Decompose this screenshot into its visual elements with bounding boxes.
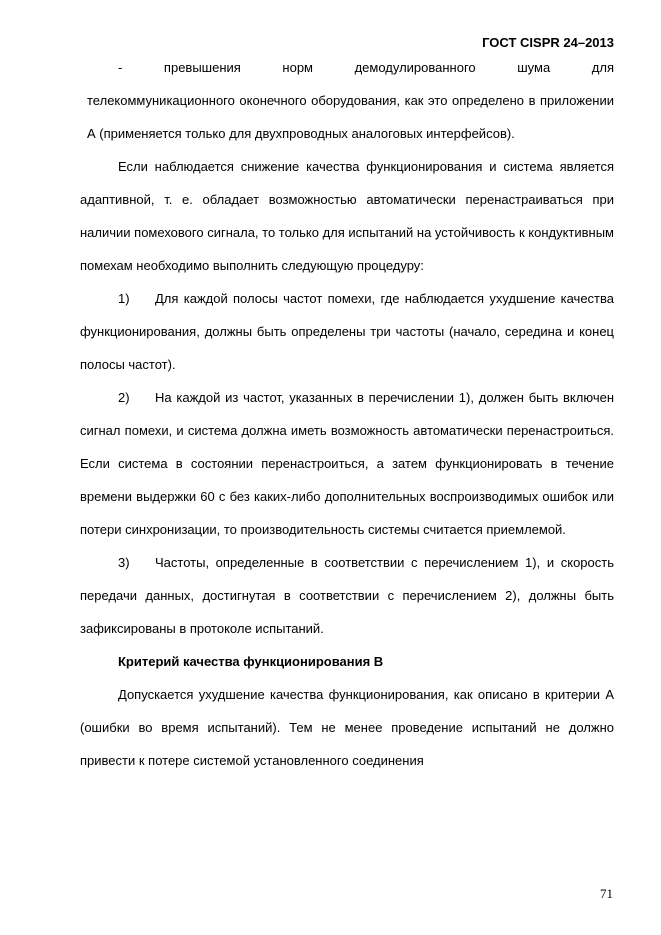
list-item-3 [80,546,614,645]
paragraph-adaptive-system: Если наблюдается снижение качества функционирования и система является адаптивной, т. е. обладает возможностью автоматически перенастраиваться при наличии помехового сигнала, то только для испытаний на устойчивость к кондуктивным помехам необходимо выполнить следующую процедуру: [80,159,614,273]
page-number: 71 [600,886,613,901]
list-item-3-text: Частоты, определенные в соответствии с перечислением 1), и скорость передачи данных, достигнутая в соответствии с перечислением 2), должны быть зафиксированы в протоколе испытаний. [80,555,614,636]
standard-header: ГОСТ CISPR 24–2013 [482,35,614,50]
list-item-2 [80,381,614,546]
list-item-1 [80,282,614,381]
dash-list-item [80,51,614,150]
dash-item-first-line: - превышения норм демодулированного шума для [118,60,614,75]
list-item-1-text: Для каждой полосы частот помехи, где наблюдается ухудшение качества функционирования, должны быть определены три частоты (начало, середина и конец полосы частот). [80,291,614,372]
list-item-2-number: 2) [118,390,130,405]
page-content [80,51,614,777]
list-item-1-number: 1) [118,291,130,306]
list-item-3-number: 3) [118,555,130,570]
list-item-2-text: На каждой из частот, указанных в перечислении 1), должен быть включен сигнал помехи, и система должна иметь возможность автоматически перенастроиться. Если система в состоянии перенастроиться, а затем функционировать в течение времени выдержки 60 с без каких-либо дополнительных воспроизводимых ошибок или потери синхронизации, то производительность системы считается приемлемой. [80,390,614,537]
dash-item-continuation: телекоммуникационного оконечного оборудования, как это определено в приложении А (применяется только для двухпроводных аналоговых интерфейсов). [87,93,614,141]
section-heading-criterion-b: Критерий качества функционирования В [118,654,384,669]
paragraph-criterion-b: Допускается ухудшение качества функционирования, как описано в критерии А (ошибки во время испытаний). Тем не менее проведение испытаний не должно привести к потере системой установленного соединения [80,687,614,768]
